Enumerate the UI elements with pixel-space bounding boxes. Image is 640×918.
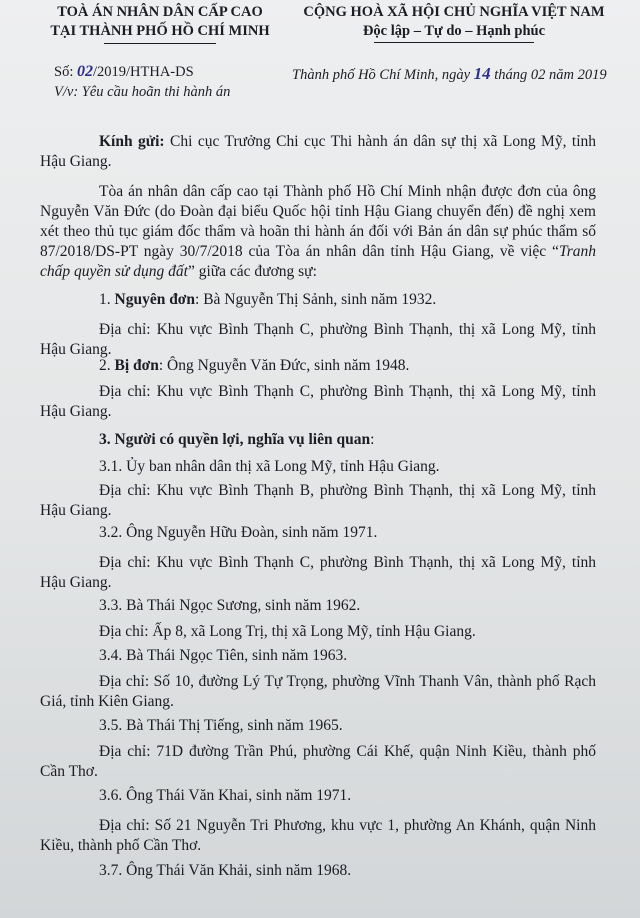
related-item-4-name: 3.4. Bà Thái Ngọc Tiên, sinh năm 1963. (99, 647, 348, 664)
document-subject: V/v: Yêu cầu hoãn thi hành án (54, 84, 231, 100)
related-item-6-address: Địa chỉ: Số 21 Nguyễn Tri Phương, khu vực 1, phường An Khánh, quận Ninh Kiều, thành phố Cần Thơ. (40, 817, 596, 854)
document-date: Thành phố Hồ Chí Minh, ngày 14 tháng 02 năm 2019 (292, 64, 607, 83)
handwritten-day: 14 (473, 64, 491, 83)
defendant-line: 2. Bị đơn: Ông Nguyễn Văn Đức, sinh năm 1948. (99, 357, 410, 374)
plaintiff-line: 1. Nguyên đơn: Bà Nguyễn Thị Sảnh, sinh năm 1932. (99, 291, 437, 308)
document-number-block (54, 62, 230, 102)
related-item-7-name: 3.7. Ông Thái Văn Khải, sinh năm 1968. (99, 862, 352, 879)
nation-line-1: CỘNG HOÀ XÃ HỘI CHỦ NGHĨA VIỆT NAM (303, 4, 605, 20)
court-line-2: TẠI THÀNH PHỐ HỒ CHÍ MINH (50, 23, 270, 39)
handwritten-number: 02 (76, 63, 93, 80)
related-item-1-address: Địa chỉ: Khu vực Bình Thạnh B, phường Bình Thạnh, thị xã Long Mỹ, tỉnh Hậu Giang. (40, 482, 596, 519)
related-heading: 3. Người có quyền lợi, nghĩa vụ liên quan: (99, 431, 375, 448)
intro-paragraph: Tòa án nhân dân cấp cao tại Thành phố Hồ Chí Minh nhận được đơn của ông Nguyễn Văn Đức (do Đoàn đại biểu Quốc hội tỉnh Hậu Giang chuyển đến) đề nghị xem xét theo thủ tục giám đốc thẩm và hoãn thi hành án đối với Bản án dân sự phúc thẩm số 87/2018/DS-PT ngày 30/7/2018 của Tòa án nhân dân tỉnh Hậu Giang, về việc “Tranh chấp quyền sử dụng đất” giữa các đương sự: (40, 183, 596, 280)
related-item-6-name: 3.6. Ông Thái Văn Khai, sinh năm 1971. (99, 787, 352, 804)
related-item-2-address: Địa chỉ: Khu vực Bình Thạnh C, phường Bình Thạnh, thị xã Long Mỹ, tỉnh Hậu Giang. (40, 554, 596, 591)
national-motto (278, 3, 630, 43)
nation-line-2: Độc lập – Tự do – Hạnh phúc (362, 23, 546, 39)
related-item-3-address: Địa chỉ: Ấp 8, xã Long Trị, thị xã Long Mỹ, tỉnh Hậu Giang. (99, 623, 476, 640)
related-item-4-address: Địa chỉ: Số 10, đường Lý Tự Trọng, phường Vĩnh Thanh Vân, thành phố Rạch Giá, tỉnh Kiên Giang. (40, 673, 596, 710)
court-line-1: TOÀ ÁN NHÂN DÂN CẤP CAO (57, 4, 263, 20)
plaintiff-address: Địa chỉ: Khu vực Bình Thạnh C, phường Bình Thạnh, thị xã Long Mỹ, tỉnh Hậu Giang. (40, 321, 596, 358)
related-item-1-name: 3.1. Ủy ban nhân dân thị xã Long Mỹ, tỉnh Hậu Giang. (99, 458, 440, 475)
related-item-2-name: 3.2. Ông Nguyễn Hữu Đoàn, sinh năm 1971. (99, 524, 378, 541)
document-number: Số: 02/2019/HTHA-DS (54, 63, 194, 80)
related-item-5-address: Địa chỉ: 71D đường Trần Phú, phường Cái Khế, quận Ninh Kiều, thành phố Cần Thơ. (40, 743, 596, 780)
court-name (40, 3, 280, 44)
recipient: Kính gửi: Chi cục Trưởng Chi cục Thi hành án dân sự thị xã Long Mỹ, tỉnh Hậu Giang. (40, 133, 596, 170)
related-item-3-name: 3.3. Bà Thái Ngọc Sương, sinh năm 1962. (99, 597, 361, 614)
nation-underline (374, 42, 534, 43)
court-underline (104, 43, 216, 44)
defendant-address: Địa chỉ: Khu vực Bình Thạnh C, phường Bình Thạnh, thị xã Long Mỹ, tỉnh Hậu Giang. (40, 383, 596, 420)
related-item-5-name: 3.5. Bà Thái Thị Tiếng, sinh năm 1965. (99, 717, 343, 734)
